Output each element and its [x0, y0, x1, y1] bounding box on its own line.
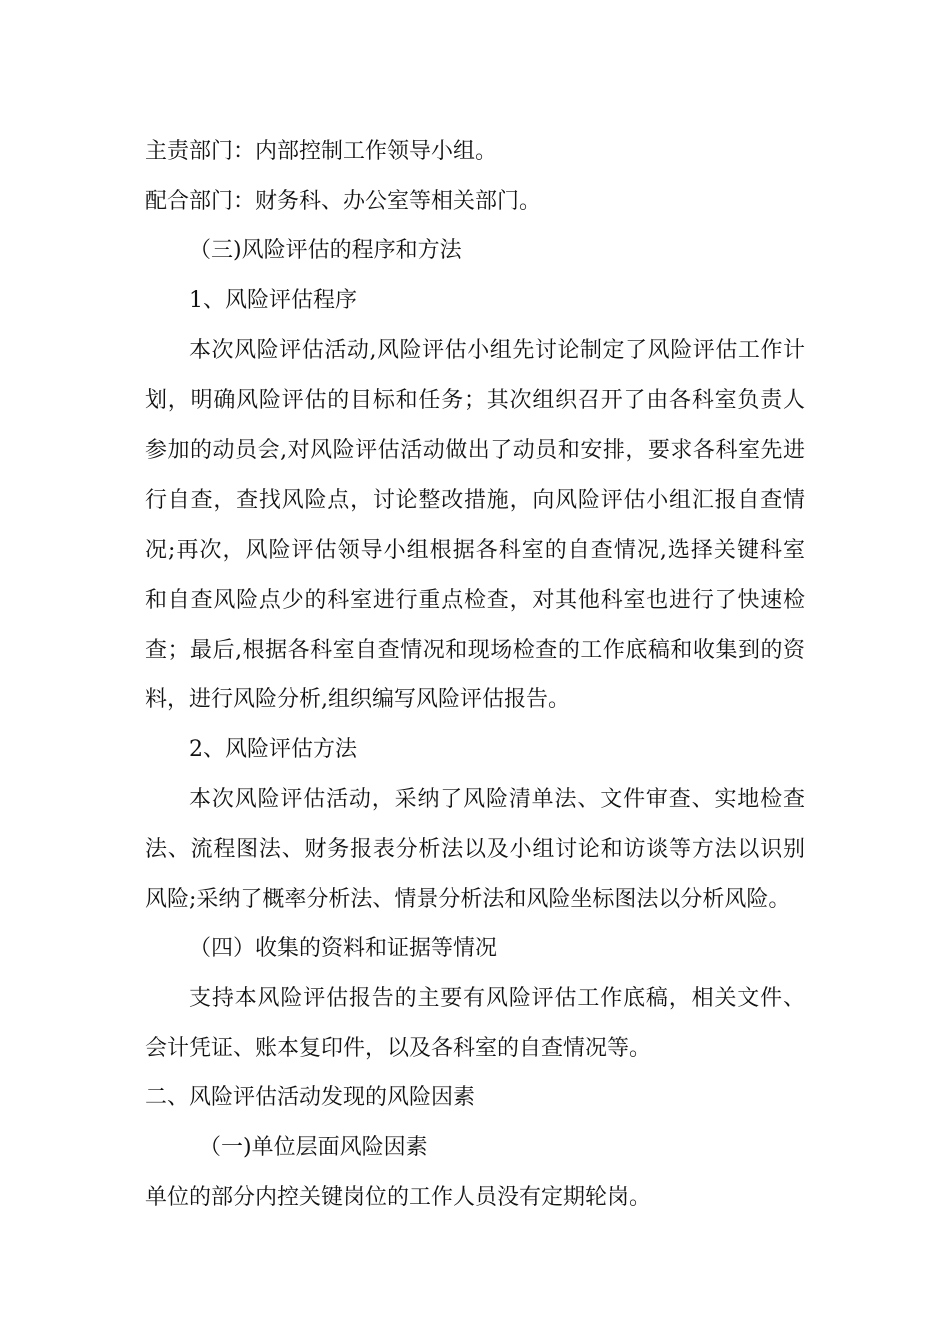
paragraph-procedure-line: 料，进行风险分析,组织编写风险评估报告。 [145, 687, 570, 712]
text-line-cooperating-dept: 配合部门：财务科、办公室等相关部门。 [145, 189, 542, 214]
chapter-heading-2: 二、风险评估活动发现的风险因素 [145, 1085, 476, 1110]
text-line-responsible-dept: 主责部门：内部控制工作领导小组。 [145, 139, 498, 164]
paragraph-evidence-line: 支持本风险评估报告的主要有风险评估工作底稿，相关文件、 [189, 986, 805, 1011]
paragraph-procedure-line: 本次风险评估活动,风险评估小组先讨论制定了风险评估工作计 [189, 338, 805, 363]
paragraph-evidence-line: 会计凭证、账本复印件，以及各科室的自查情况等。 [145, 1036, 652, 1061]
paragraph-procedure-line: 况;再次，风险评估领导小组根据各科室的自查情况,选择关键科室 [145, 538, 805, 563]
section-heading-4: （四）收集的资料和证据等情况 [189, 936, 498, 961]
section-heading-unit-level: （一)单位层面风险因素 [199, 1135, 428, 1160]
paragraph-method-line: 法、流程图法、财务报表分析法以及小组讨论和访谈等方法以识别 [145, 837, 805, 862]
paragraph-method-line: 风险;采纳了概率分析法、情景分析法和风险坐标图法以分析风险。 [145, 887, 791, 912]
paragraph-procedure-line: 参加的动员会,对风险评估活动做出了动员和安排，要求各科室先进 [145, 438, 805, 463]
paragraph-procedure-line: 划，明确风险评估的目标和任务；其次组织召开了由各科室负责人 [145, 388, 805, 413]
section-heading-3: （三)风险评估的程序和方法 [189, 238, 462, 263]
subheading-method: 2、风险评估方法 [189, 737, 357, 762]
paragraph-procedure-line: 行自查，查找风险点，讨论整改措施，向风险评估小组汇报自查情 [145, 488, 805, 513]
text-line-rotation: 单位的部分内控关键岗位的工作人员没有定期轮岗。 [145, 1185, 652, 1210]
subheading-procedure: 1、风险评估程序 [189, 288, 357, 313]
paragraph-method-line: 本次风险评估活动，采纳了风险清单法、文件审查、实地检查 [189, 787, 805, 812]
paragraph-procedure-line: 和自查风险点少的科室进行重点检查，对其他科室也进行了快速检 [145, 588, 805, 613]
paragraph-procedure-line: 查；最后,根据各科室自查情况和现场检查的工作底稿和收集到的资 [145, 638, 805, 663]
